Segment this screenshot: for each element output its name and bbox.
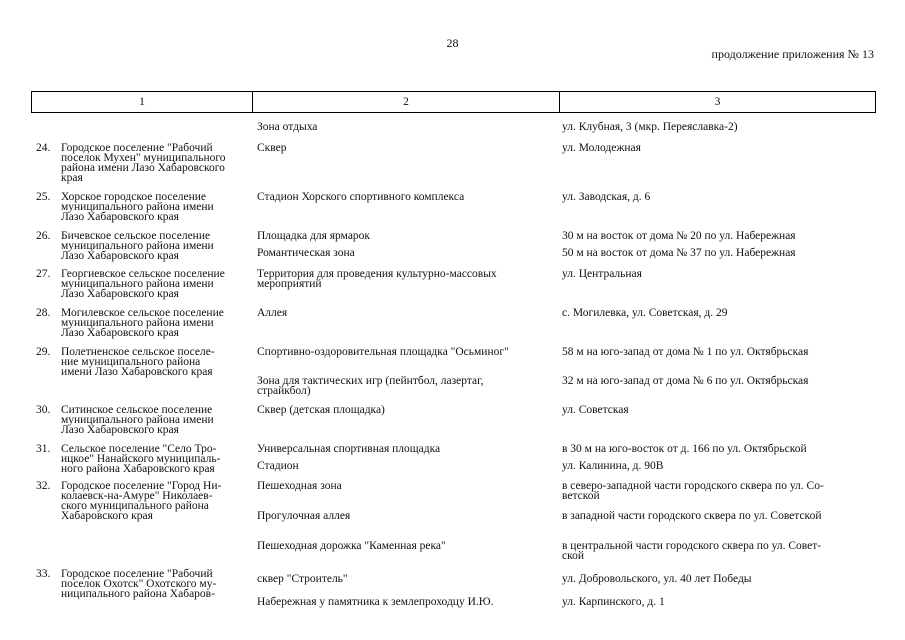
place-name-line: Романтическая зона	[257, 247, 355, 259]
row-number: 27.	[36, 268, 51, 280]
settlement-name-line: Городское поселение "Город Ни-	[61, 480, 222, 492]
place-name-line: сквер "Строитель"	[257, 573, 348, 585]
address-line: ветской	[562, 490, 600, 502]
settlement-name-line: имени Лазо Хабаровского края	[61, 366, 213, 378]
place-name-line: Универсальная спортивная площадка	[257, 443, 441, 455]
settlement-name-line: Городское поселение "Рабочий	[61, 568, 213, 580]
place-name-line: Спортивно-оздоровительная площадка "Осьминог"	[257, 346, 509, 358]
address-line: 58 м на юго-запад от дома № 1 по ул. Октябрьская	[562, 346, 809, 358]
row-number: 26.	[36, 230, 51, 242]
address-line: в северо-западной части городского сквера по ул. Со-	[562, 480, 824, 492]
address-line: в западной части городского сквера по ул. Советской	[562, 510, 822, 522]
address-line: ул. Карпинского, д. 1	[562, 596, 665, 608]
row-number: 30.	[36, 404, 51, 416]
place-name-line: Зона для тактических игр (пейнтбол, лазертаг,	[257, 375, 484, 387]
settlement-name-line: Лазо Хабаровского края	[61, 250, 179, 262]
header-col-1: 1	[32, 92, 253, 112]
place-name-line: Стадион Хорского спортивного комплекса	[257, 191, 465, 203]
settlement-name-line: Лазо Хабаровского края	[61, 288, 179, 300]
settlement-name-line: ского муниципального района	[61, 500, 209, 512]
settlement-name-line: Городское поселение "Рабочий	[61, 142, 213, 154]
address-line: ул. Центральная	[562, 268, 642, 280]
settlement-name-line: Хабаровского края	[61, 510, 153, 522]
address-line: ул. Клубная, 3 (мкр. Переяславка-2)	[562, 121, 738, 133]
address-line: ул. Заводская, д. 6	[562, 191, 651, 203]
settlement-name-line: ние муниципального района	[61, 356, 201, 368]
row-number: 31.	[36, 443, 51, 455]
settlement-name-line: Хорское городское поселение	[61, 191, 207, 203]
place-name-line: Прогулочная аллея	[257, 510, 351, 522]
settlement-name-line: Лазо Хабаровского края	[61, 424, 179, 436]
address-line: 50 м на восток от дома № 37 по ул. Набережная	[562, 247, 796, 259]
address-line: ул. Молодежная	[562, 142, 641, 154]
settlement-name-line: Лазо Хабаровского края	[61, 211, 179, 223]
place-name-line: Пешеходная дорожка "Каменная река"	[257, 540, 446, 552]
settlement-name-line: Могилевское сельское поселение	[61, 307, 224, 319]
place-name-line: Сквер (детская площадка)	[257, 404, 385, 416]
address-line: ул. Советская	[562, 404, 629, 416]
settlement-name-line: Бичевское сельское поселение	[61, 230, 211, 242]
settlement-name-line: края	[61, 172, 83, 184]
address-line: в 30 м на юго-восток от д. 166 по ул. Октябрьской	[562, 443, 807, 455]
settlement-name-line: Полетненское сельское поселе-	[61, 346, 215, 358]
settlement-name-line: ного района Хабаровского края	[61, 463, 215, 475]
settlement-name-line: района имени Лазо Хабаровского	[61, 162, 225, 174]
place-name-line: страйкбол)	[257, 385, 311, 397]
address-line: в центральной части городского сквера по ул. Совет-	[562, 540, 822, 552]
place-name-line: Пешеходная зона	[257, 480, 342, 492]
place-name-line: Сквер	[257, 142, 287, 154]
row-number: 25.	[36, 191, 51, 203]
continuation-label: продолжение приложения № 13	[711, 47, 874, 61]
settlement-name-line: муниципального района имени	[61, 240, 214, 252]
row-number: 33.	[36, 568, 51, 580]
address-line: ской	[562, 550, 585, 562]
header-col-2: 2	[253, 92, 560, 112]
settlement-name-line: Лазо Хабаровского края	[61, 327, 179, 339]
settlement-name-line: муниципального района имени	[61, 414, 214, 426]
row-number: 28.	[36, 307, 51, 319]
settlement-name-line: Ситинское сельское поселение	[61, 404, 213, 416]
place-name-line: Зона отдыха	[257, 121, 318, 133]
place-name-line: Площадка для ярмарок	[257, 230, 371, 242]
header-col-3: 3	[714, 96, 721, 108]
settlement-name-line: ниципального района Хабаров-	[61, 588, 215, 600]
settlement-name-line: колаевск-на-Амуре" Николаев-	[61, 490, 213, 502]
page-number: 28	[446, 36, 459, 50]
row-number: 24.	[36, 142, 51, 154]
address-line: с. Могилевка, ул. Советская, д. 29	[562, 307, 728, 319]
place-name-line: Аллея	[257, 307, 288, 319]
settlement-name-line: муниципального района имени	[61, 201, 214, 213]
settlement-name-line: поселок Мухен" муниципального	[61, 152, 226, 164]
address-line: 30 м на восток от дома № 20 по ул. Набережная	[562, 230, 796, 242]
settlement-name-line: поселок Охотск" Охотского му-	[61, 578, 217, 590]
place-name-line: Стадион	[257, 460, 299, 472]
row-number: 32.	[36, 480, 51, 492]
address-line: ул. Добровольского, ул. 40 лет Победы	[562, 573, 752, 585]
settlement-name-line: Георгиевское сельское поселение	[61, 268, 225, 280]
place-name-line: Набережная у памятника к землепроходцу И.Ю.	[257, 596, 494, 608]
place-name-line: Территория для проведения культурно-массовых	[257, 268, 497, 280]
table-header	[31, 91, 876, 113]
settlement-name-line: муниципального района имени	[61, 317, 214, 329]
address-line: 32 м на юго-запад от дома № 6 по ул. Октябрьская	[562, 375, 809, 387]
settlement-name-line: ицкое" Нанайского муниципаль-	[61, 453, 221, 465]
address-line: ул. Калинина, д. 90В	[562, 460, 664, 472]
place-name-line: мероприятий	[257, 278, 322, 290]
row-number: 29.	[36, 346, 51, 358]
settlement-name-line: муниципального района имени	[61, 278, 214, 290]
settlement-name-line: Сельское поселение "Село Тро-	[61, 443, 217, 455]
